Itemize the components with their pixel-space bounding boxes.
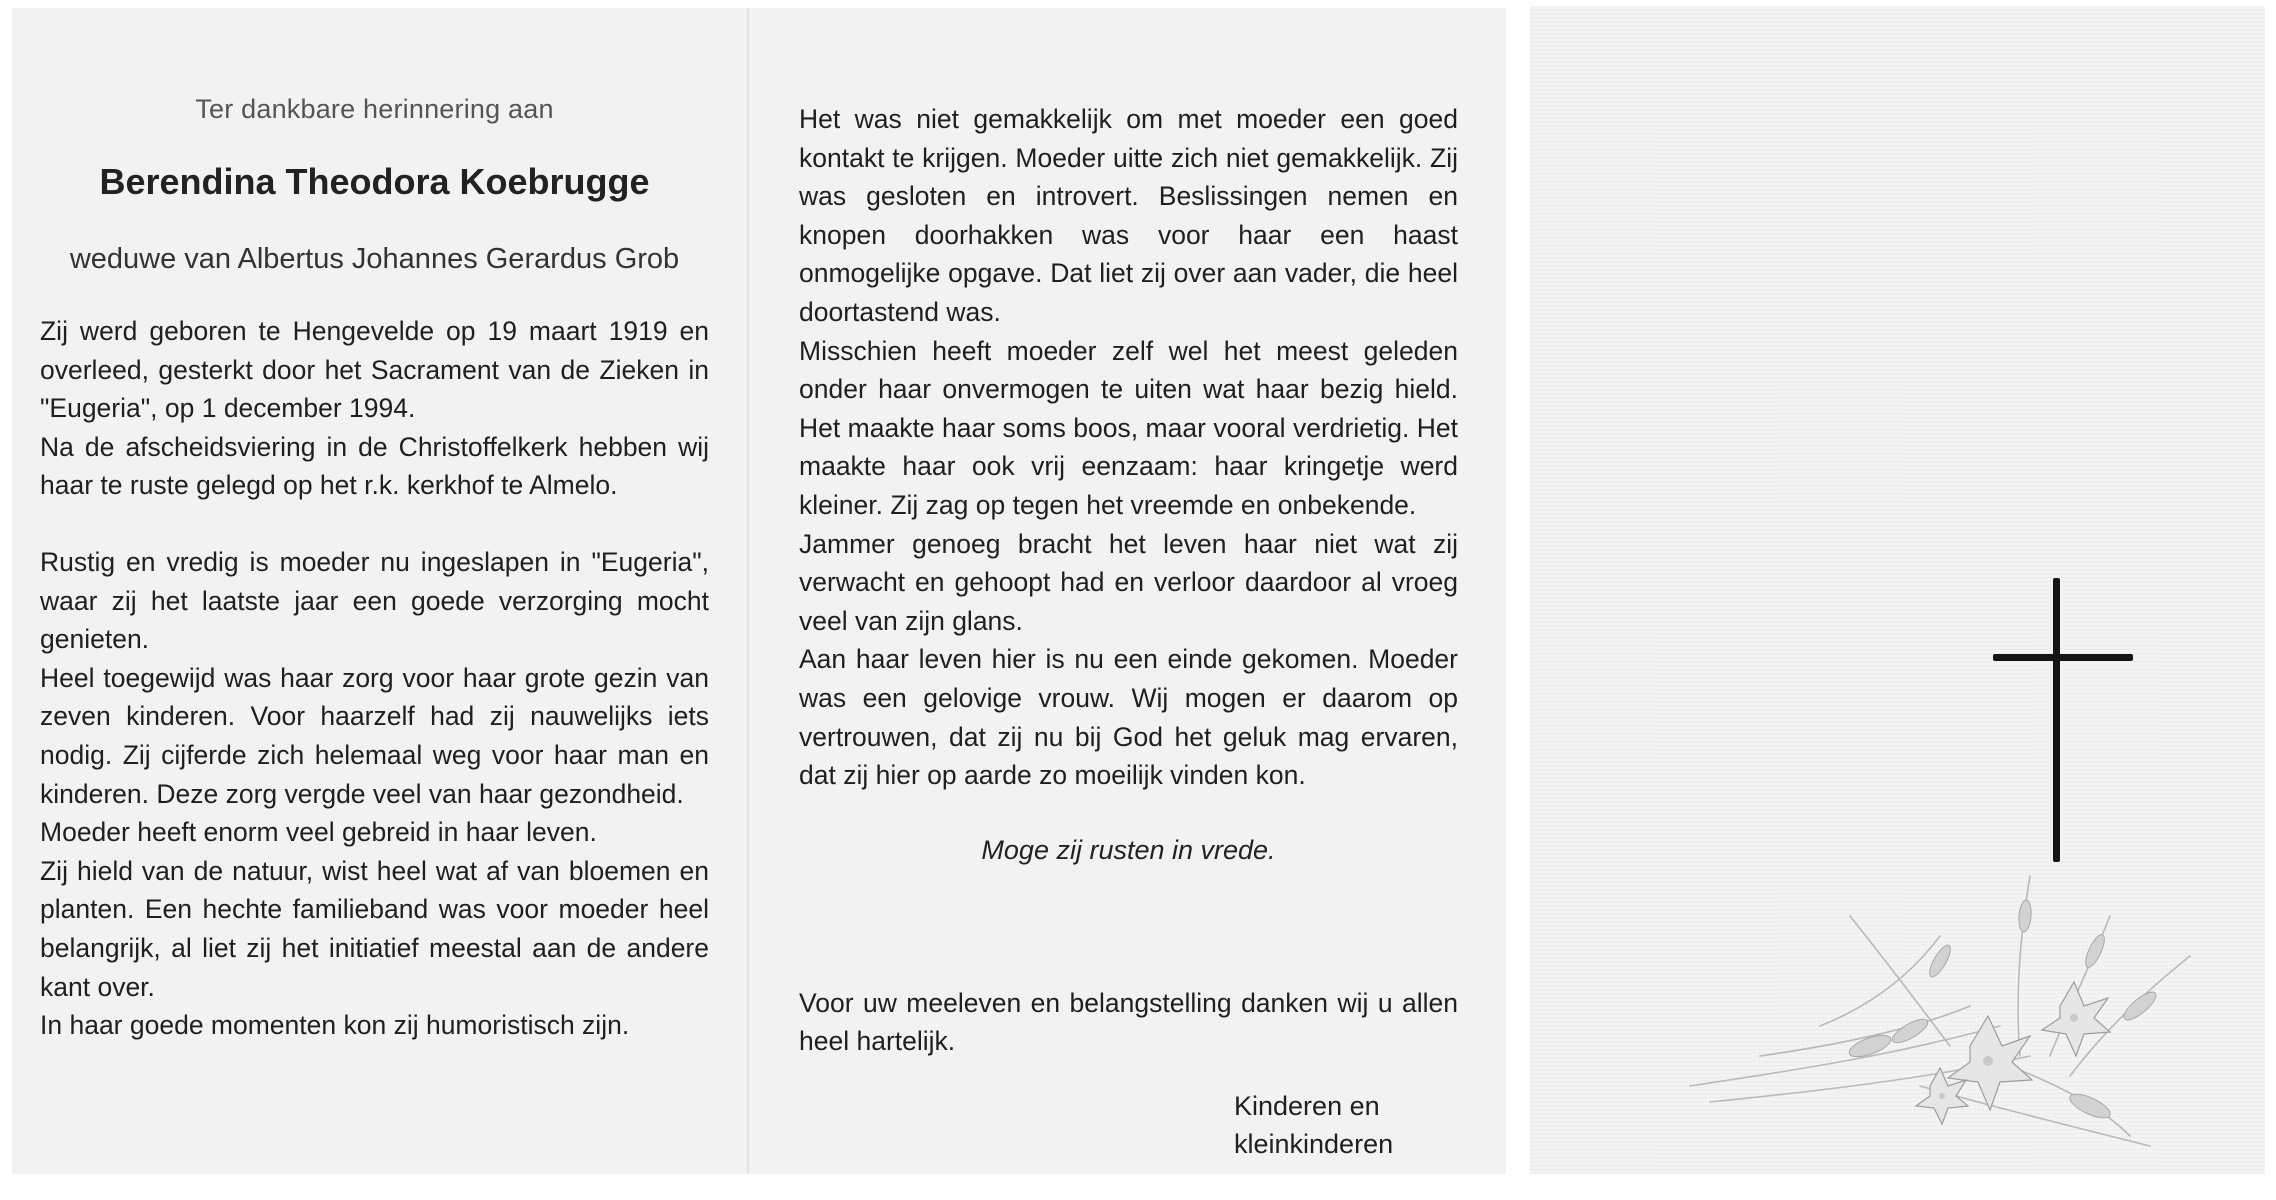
signature-line-1: Kinderen en [1234,1090,1380,1121]
suffering-paragraph: Misschien heeft moeder zelf wel het meest geleden onder haar onvermogen te uiten wat haar bezig hield. Het maakte haar soms boos, maar vooral verdrietig. Het maakte haar ook vrij eenzaam: haar kringetje werd kleiner. Zij zag op tegen het vreemde en onbekende. [799,335,1458,520]
left-panel [12,8,747,1174]
knitting-paragraph: Moeder heeft enorm veel gebreid in haar leven. [40,817,597,848]
life-paragraph: Jammer genoeg bracht het leven haar niet wat zij verwacht en gehoopt had en verloor daardoor al vroeg veel van zijn glans. [799,528,1458,636]
prayer-line: Moge zij rusten in vrede. [981,834,1276,865]
thanks-paragraph: Voor uw meeleven en belangstelling danken wij u allen heel hartelijk. [799,987,1458,1057]
burial-paragraph: Na de afscheidsviering in de Christoffelkerk hebben wij haar te ruste gelegd op het r.k. kerkhof te Almelo. [40,431,709,501]
floral-bouquet-icon [1670,856,2250,1156]
faith-paragraph: Aan haar leven hier is nu een einde gekomen. Moeder was een gelovige vrouw. Wij mogen er daarom op vertrouwen, dat zij nu bij God het geluk mag ervaren, dat zij hier op aarde zo moeilijk vinden kon. [799,644,1458,791]
signature [1234,1087,1458,1163]
signature-line-2: kleinkinderen [1234,1128,1394,1159]
humor-paragraph: In haar goede momenten kon zij humoristisch zijn. [40,1010,630,1041]
widow-line: weduwe van Albertus Johannes Gerardus Grob [69,243,680,275]
birth-death-paragraph: Zij werd geboren te Hengevelde op 19 maart 1919 en overleed, gesterkt door het Sacrament van de Zieken in "Eugeria", op 1 december 1994. [40,316,709,424]
middle-panel [749,8,1506,1174]
intro-text: Ter dankbare herinnering aan [195,94,554,124]
nature-paragraph: Zij hield van de natuur, wist heel wat af van bloemen en planten. Een hechte familieband was voor moeder heel belangrijk, al liet zij het initiatief meestal aan de andere kant over. [40,855,709,1002]
eugeria-paragraph: Rustig en vredig is moeder nu ingeslapen in "Eugeria", waar zij het laatste jaar een goede verzorging mocht genieten. [40,546,709,655]
memorial-card-inner [12,8,1506,1174]
character-paragraph: Het was niet gemakkelijk om met moeder een goed kontakt te krijgen. Moeder uitte zich niet gemakkelijk. Zij was gesloten en introvert. Beslissingen nemen en knopen doorhakken was voor haar een haast onmogelijke opgave. Dat liet zij over aan vader, die heel doortastend was. [799,104,1458,327]
deceased-name: Berendina Theodora Koebrugge [99,161,650,202]
family-care-paragraph: Heel toegewijd was haar zorg voor haar grote gezin van zeven kinderen. Voor haarzelf had zij nauwelijks iets nodig. Zij cijferde zich helemaal weg voor haar man en kinderen. Deze zorg vergde veel van haar gezondheid. [40,662,709,809]
card-cover [1530,6,2265,1174]
